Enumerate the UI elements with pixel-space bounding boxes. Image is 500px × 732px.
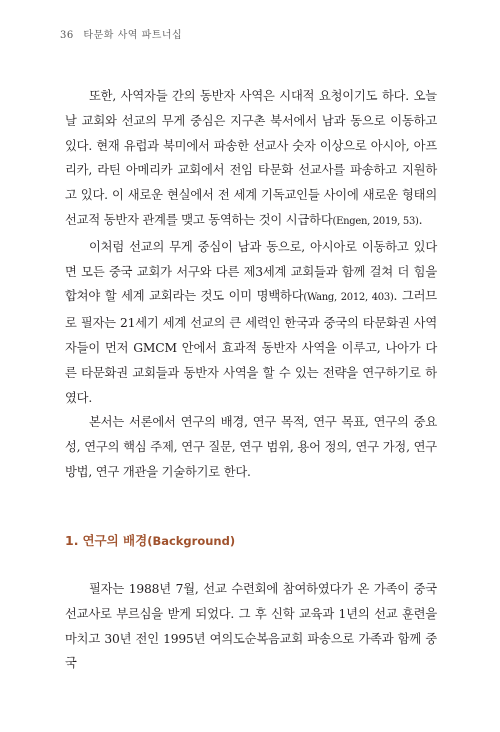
citation: (Wang, 2012, 403) — [303, 292, 394, 304]
paragraph-tail: . 그러므로 필자는 21세기 세계 선교의 큰 세력인 한국과 중국의 타문화권 사역자들이 먼저 GMCM 안에서 효과적 동반자 사역을 이루고, 나아가 다른 타문화권 교회들과 동반자 사역을 할 수 있는 전략을 연구하기로 하였다. — [65, 289, 437, 405]
section-title-en: (Background) — [147, 534, 236, 548]
paragraph-text: 본서는 서론에서 연구의 배경, 연구 목적, 연구 목표, 연구의 중요성, 연구의 핵심 주제, 연구 질문, 연구 범위, 용어 정의, 연구 가정, 연구 방법, 연구 개관을 기술하기로 한다. — [65, 415, 437, 479]
section-title: 연구의 배경 — [82, 533, 148, 548]
intro-text-block — [65, 84, 437, 485]
paragraph-book-outline — [65, 410, 437, 484]
paragraph-text: 이처럼 선교의 무게 중심이 남과 동으로, 아시아로 이동하고 있다면 모든 중국 교회가 서구와 다른 제3세계 교회들과 함께 걸쳐 더 힘을 합쳐야 할 세계 교회라는 것도 이미 명백하다 — [65, 239, 437, 304]
citation: (Engen, 2019, 53) — [332, 215, 419, 227]
section-heading — [65, 531, 235, 549]
paragraph-tail: . — [418, 212, 423, 227]
paragraph-partnership-era — [65, 84, 437, 235]
paragraph-mission-shift — [65, 235, 437, 411]
section-number: 1. — [65, 533, 79, 548]
running-title: 타문화 사역 파트너십 — [83, 30, 183, 41]
running-header — [60, 26, 182, 41]
paragraph-text: 또한, 사역자들 간의 동반자 사역은 시대적 요청이기도 하다. 오늘날 교회와 선교의 무게 중심은 지구촌 북서에서 남과 동으로 이동하고 있다. 현재 유럽과 북미에서 파송한 선교사 숫자 이상으로 아시아, 아프리카, 라틴 아메리카 교회에서 전임 타문화 선교사를 파송하고 지원하고 있다. 이 새로운 현실에서 전 세계 기독교인들 사이에 새로운 형태의 선교적 동반자 관계를 맺고 동역하는 것이 시급하다 — [65, 89, 437, 227]
page-number: 36 — [60, 30, 74, 41]
section-text-block — [65, 577, 437, 676]
paragraph-author-calling: 필자는 1988년 7월, 선교 수련회에 참여하였다가 온 가족이 중국 선교사로 부르심을 받게 되었다. 그 후 신학 교육과 1년의 선교 훈련을 마치고 30년 전인 1995년 여의도순복음교회 파송으로 가족과 함께 중국 — [65, 582, 437, 671]
